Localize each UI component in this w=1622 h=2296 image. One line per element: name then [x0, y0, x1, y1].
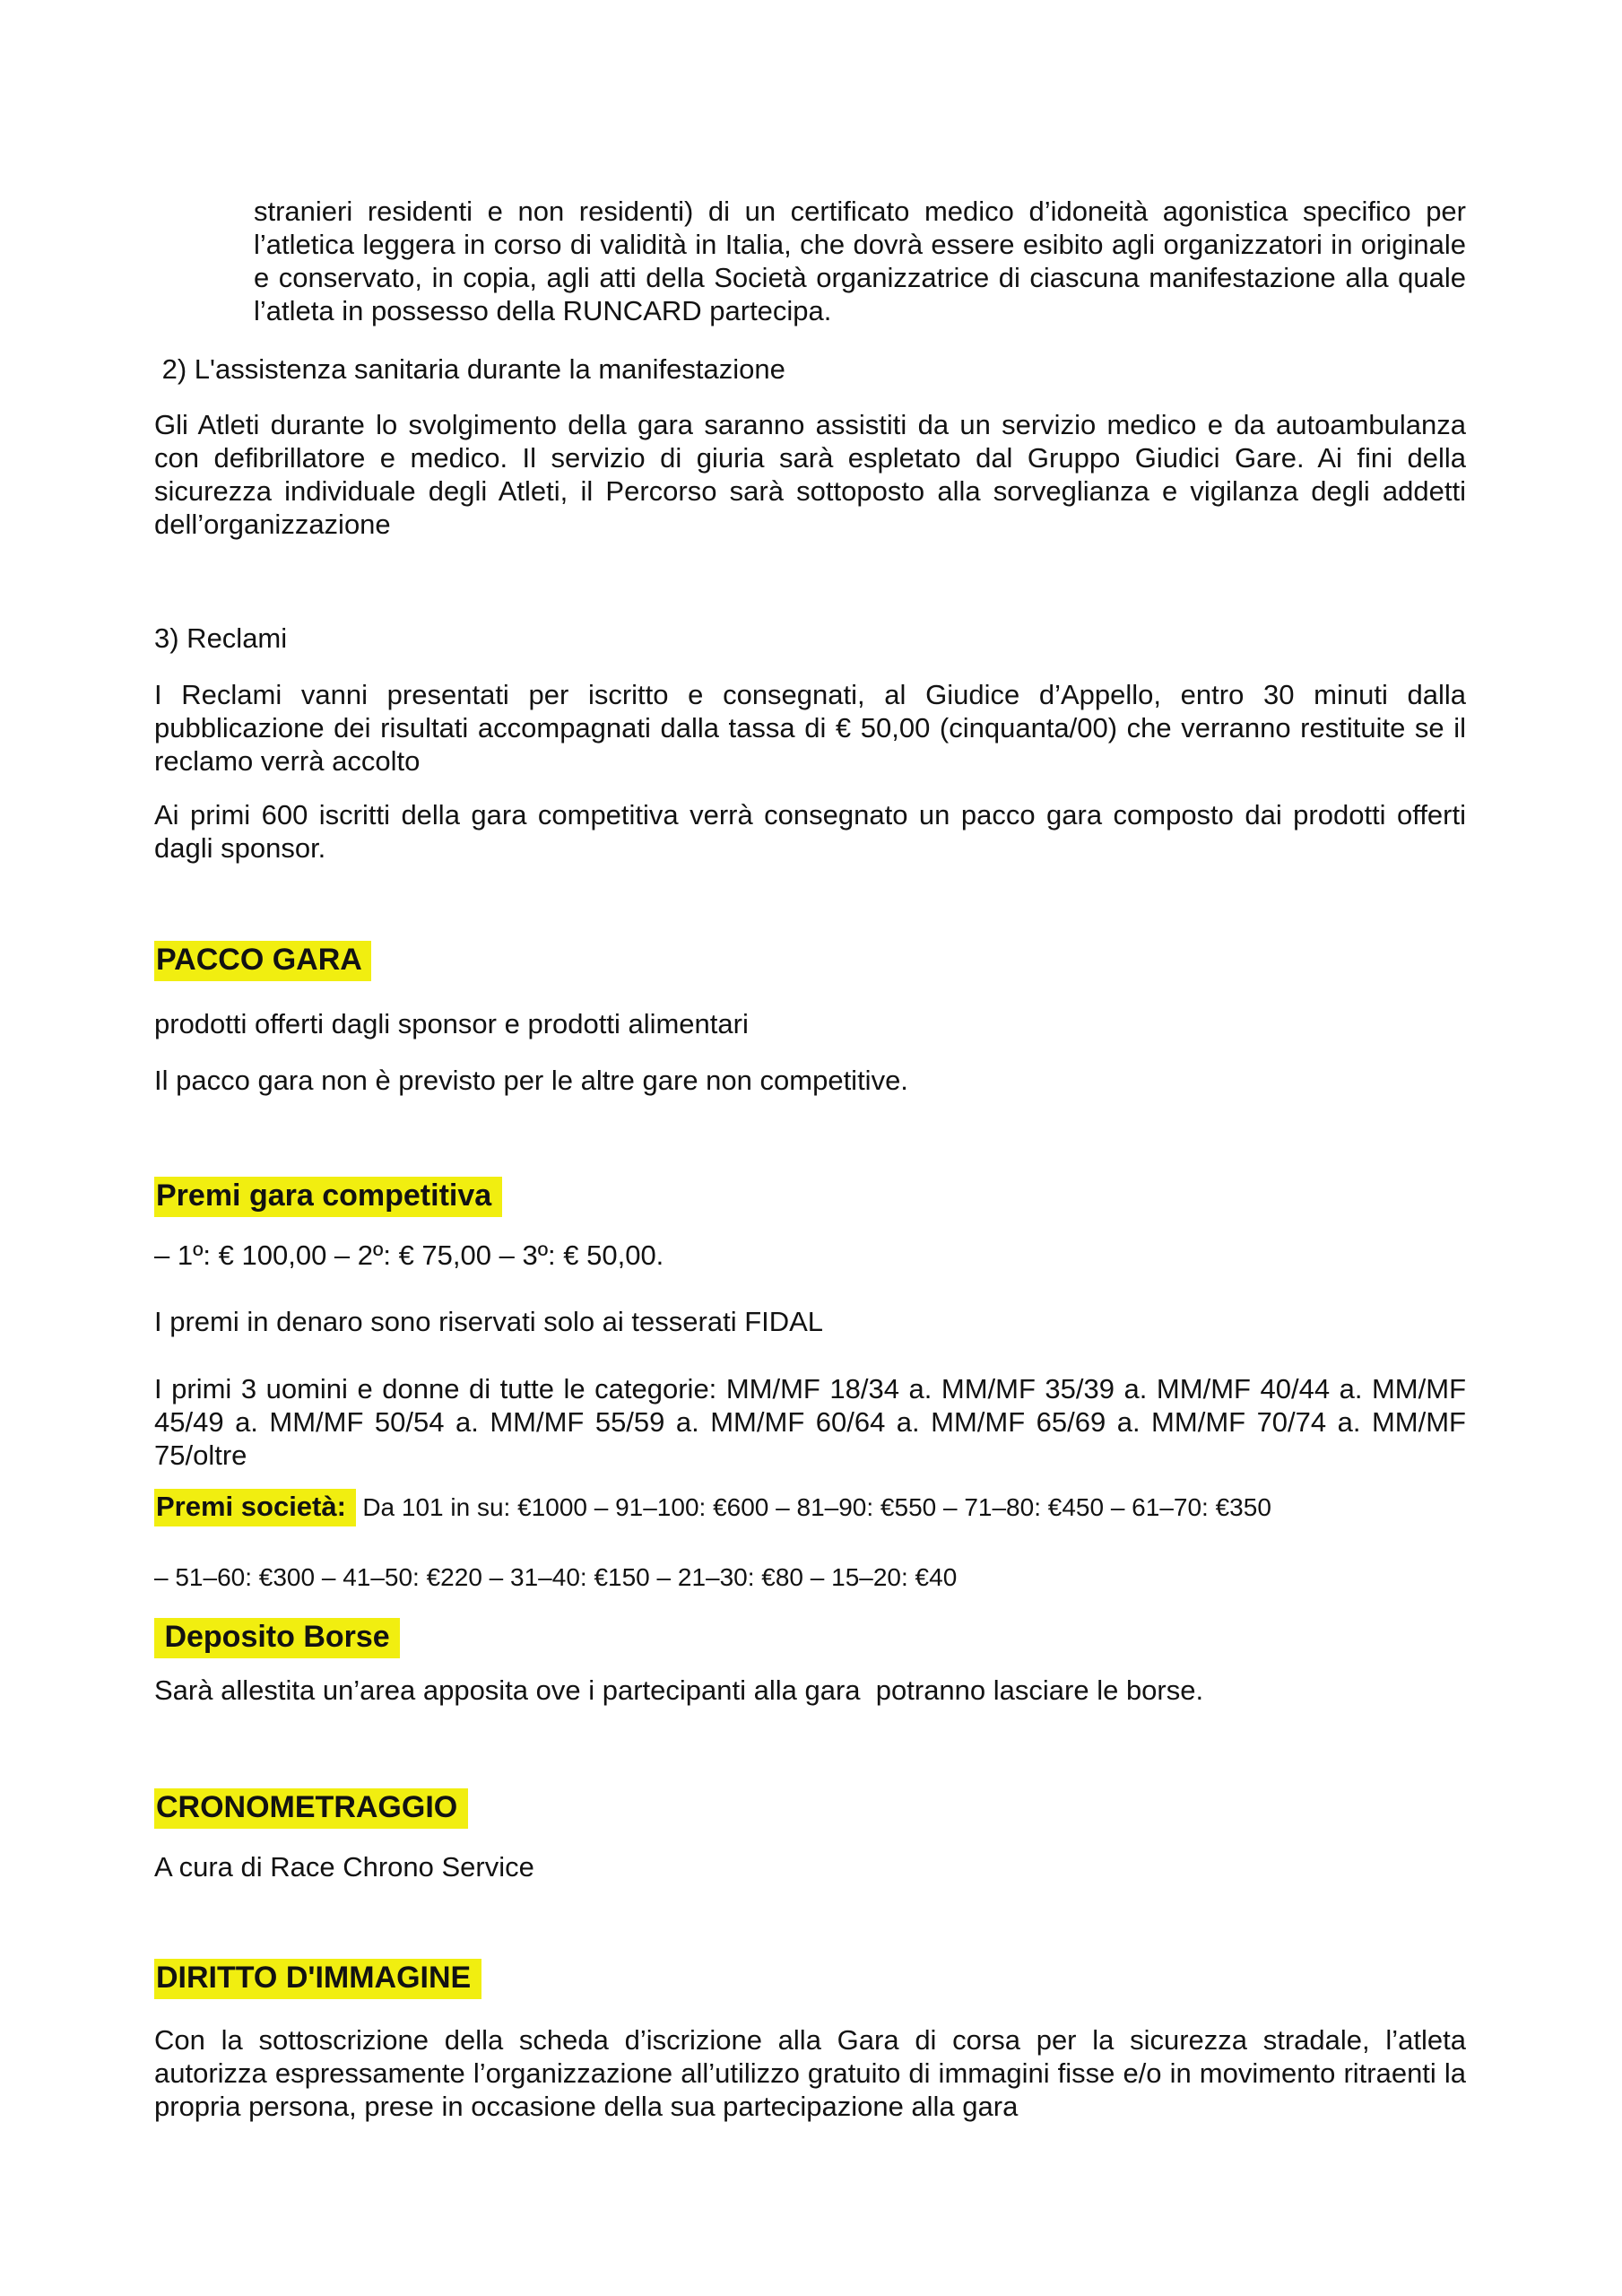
- section-heading-pacco-gara: [154, 940, 1466, 979]
- paragraph-premi-societa: [154, 1490, 1466, 1524]
- paragraph-deposito-borse: Sarà allestita un’area apposita ove i partecipanti alla gara potranno lasciare le borse.: [154, 1674, 1204, 1706]
- paragraph-cronometraggio: A cura di Race Chrono Service: [154, 1851, 534, 1883]
- highlighted-label-premi-societa: Premi società:: [154, 1489, 356, 1526]
- paragraph-premi-fidal: I premi in denaro sono riservati solo ai tesserati FIDAL: [154, 1306, 824, 1337]
- highlighted-heading-deposito-borse: Deposito Borse: [154, 1618, 400, 1658]
- section-heading-cronometraggio: [154, 1787, 1466, 1827]
- paragraph-pacco-non-previsto: Il pacco gara non è previsto per le altre gare non competitive.: [154, 1065, 908, 1096]
- paragraph-categorie: I primi 3 uomini e donne di tutte le categorie: MM/MF 18/34 a. MM/MF 35/39 a. MM/MF 40/44 a. MM/MF 45/49 a. MM/MF 50/54 a. MM/MF 55/59 a. MM/MF 60/64 a. MM/MF 65/69 a. MM/MF 70/74 a. MM/MF 75/oltre: [154, 1373, 1466, 1471]
- highlighted-heading-diritto-immagine: DIRITTO D'IMMAGINE: [154, 1959, 481, 1999]
- paragraph-diritto-immagine: Con la sottoscrizione della scheda d’iscrizione alla Gara di corsa per la sicurezza stradale, l’atleta autorizza espressamente l’organizzazione all’utilizzo gratuito di immagini fisse e/o in movimento ritraenti la propria persona, prese in occasione della sua partecipazione alla gara: [154, 2024, 1466, 2122]
- paragraph-premi-importi: – 1º: € 100,00 – 2º: € 75,00 – 3º: € 50,00.: [154, 1239, 664, 1271]
- paragraph-pacco-gara-600: Ai primi 600 iscritti della gara competitiva verrà consegnato un pacco gara composto dai prodotti offerti dagli sponsor.: [154, 799, 1466, 864]
- highlighted-heading-pacco-gara: PACCO GARA: [154, 941, 371, 981]
- highlighted-heading-premi-gara: Premi gara competitiva: [154, 1177, 502, 1217]
- section-heading-diritto-immagine: [154, 1958, 1466, 1997]
- premi-societa-values: Da 101 in su: €1000 – 91–100: €600 – 81–90: €550 – 71–80: €450 – 61–70: €350: [355, 1493, 1271, 1521]
- section-heading-premi-gara-competitiva: [154, 1176, 1466, 1215]
- section-heading-assistenza-sanitaria: 2) L'assistenza sanitaria durante la manifestazione: [154, 353, 785, 385]
- section-heading-deposito-borse: [154, 1617, 1466, 1657]
- paragraph-premi-societa-continua: – 51–60: €300 – 41–50: €220 – 31–40: €150 – 21–30: €80 – 15–20: €40: [154, 1563, 958, 1591]
- paragraph-runcard-certificate: stranieri residenti e non residenti) di un certificato medico d’idoneità agonistica specifico per l’atletica leggera in corso di validità in Italia, che dovrà essere esibito agli organizzatori in originale e conservato, in copia, agli atti della Società organizzatrice di ciascuna manifestazione alla quale l’atleta in possesso della RUNCARD partecipa.: [254, 196, 1466, 326]
- paragraph-prodotti-sponsor: prodotti offerti dagli sponsor e prodotti alimentari: [154, 1008, 749, 1039]
- paragraph-assistenza-medica: Gli Atleti durante lo svolgimento della gara saranno assistiti da un servizio medico e da autoambulanza con defibrillatore e medico. Il servizio di giuria sarà espletato dal Gruppo Giudici Gare. Ai fini della sicurezza individuale degli Atleti, il Percorso sarà sottoposto alla sorveglianza e vigilanza degli addetti dell’organizzazione: [154, 409, 1466, 540]
- highlighted-heading-cronometraggio: CRONOMETRAGGIO: [154, 1788, 468, 1829]
- paragraph-reclami: I Reclami vanni presentati per iscritto e consegnati, al Giudice d’Appello, entro 30 minuti dalla pubblicazione dei risultati accompagnati dalla tassa di € 50,00 (cinquanta/00) che verranno restituite se il reclamo verrà accolto: [154, 679, 1466, 777]
- section-heading-reclami: 3) Reclami: [154, 622, 288, 654]
